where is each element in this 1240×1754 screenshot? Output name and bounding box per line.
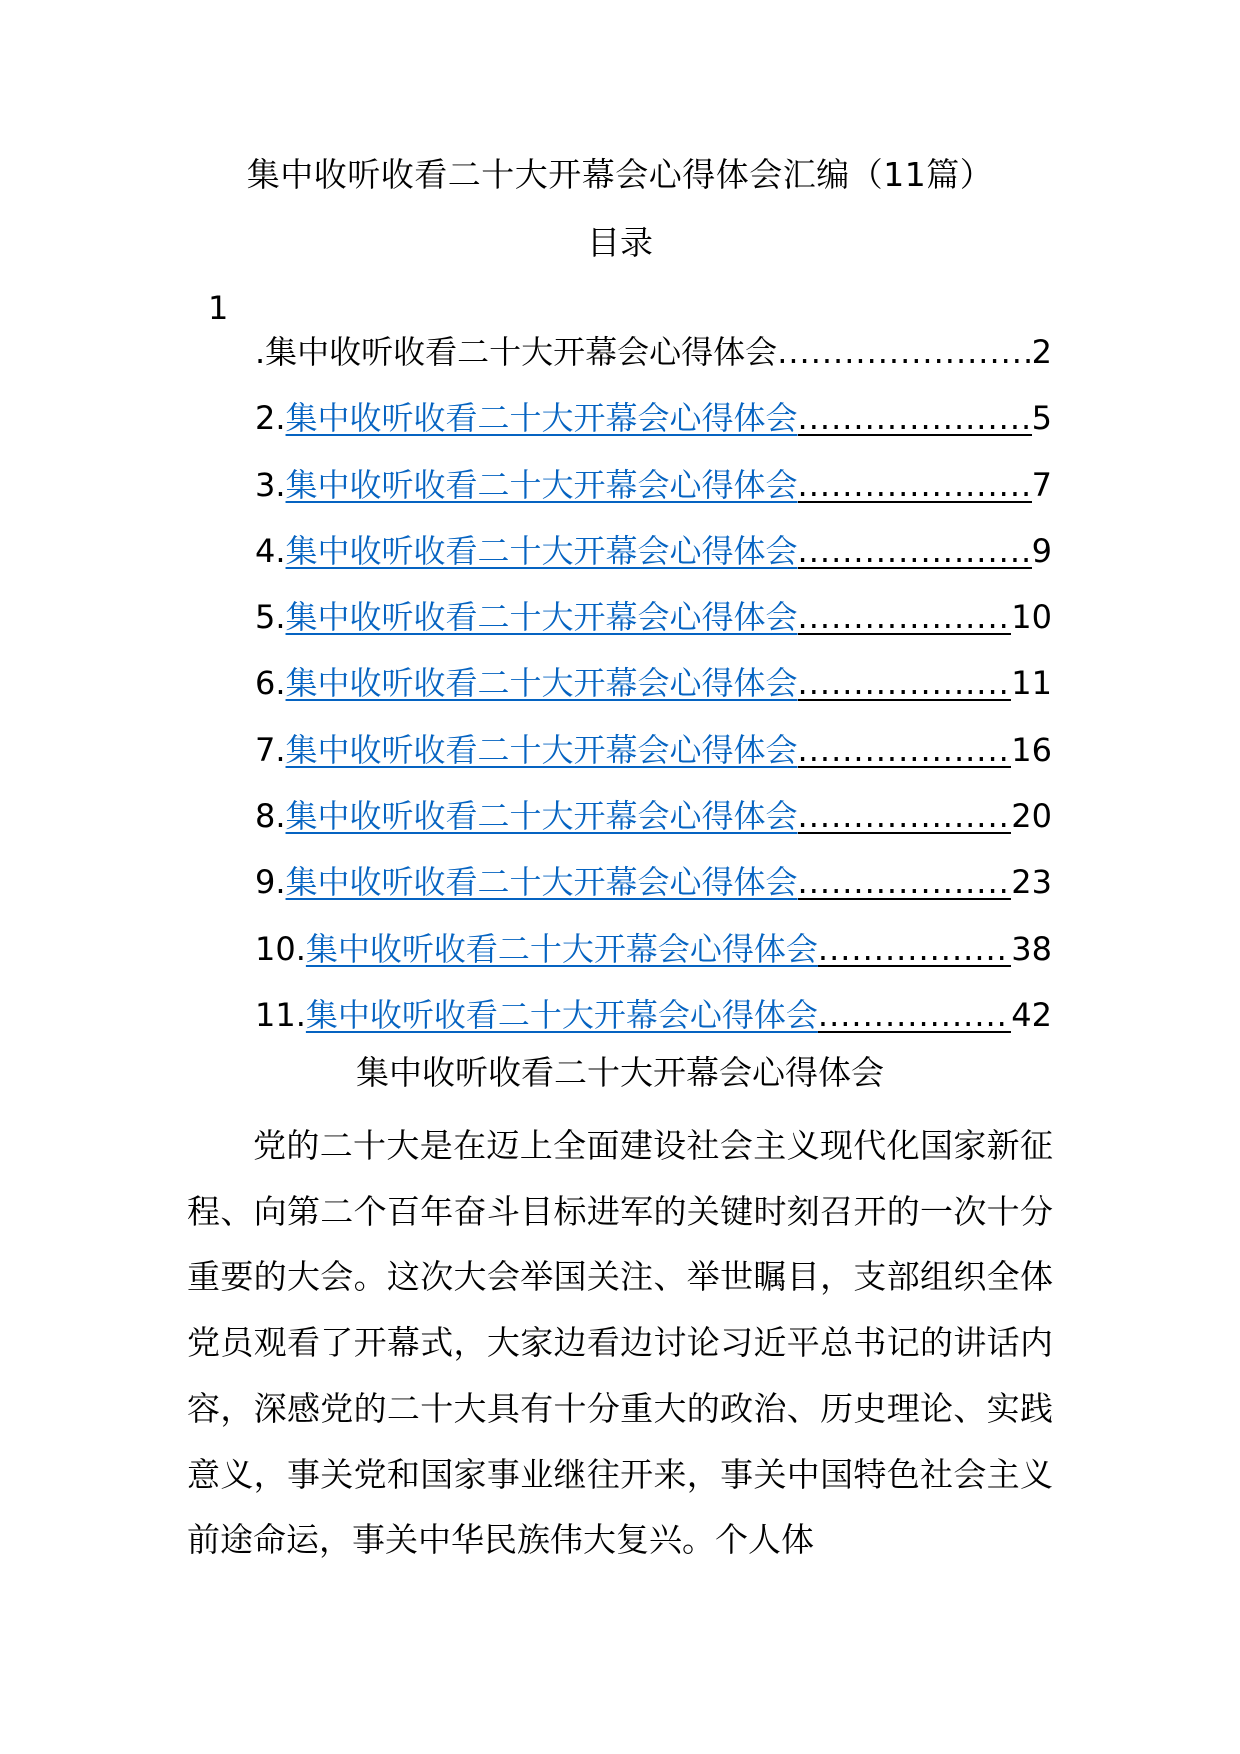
toc-entry-number: 9. (255, 863, 286, 902)
toc-entry-page: 9 (1031, 531, 1052, 570)
toc-entry-page: 7 (1031, 465, 1052, 504)
toc-dot-leader (798, 535, 1032, 569)
toc-entry-link[interactable]: 集中收听收看二十大开幕会心得体会 (305, 929, 818, 968)
toc-entry[interactable] (255, 794, 1052, 860)
body-paragraph: 党的二十大是在迈上全面建设社会主义现代化国家新征程、向第二个百年奋斗目标进军的关键时刻召开的一次十分重要的大会。这次大会举国关注、举世瞩目，支部组织全体党员观看了开幕式，大家边看边讨论习近平总书记的讲话内容，深感党的二十大具有十分重大的政治、历史理论、实践意义，事关党和国家事业继往开来，事关中国特色社会主义前途命运，事关中华民族伟大复兴。个人体 (187, 1126, 1053, 1560)
toc-entry[interactable] (255, 661, 1052, 727)
toc-entry-number: 2. (255, 399, 286, 438)
toc-entry-page: 10 (1011, 598, 1052, 637)
toc-dot-leader (777, 336, 1031, 368)
toc-entry[interactable] (255, 927, 1052, 993)
toc-entry-page: 23 (1011, 863, 1052, 902)
toc-entry-page: 11 (1011, 664, 1052, 703)
toc-entry-page: 2 (1031, 333, 1052, 371)
section-title: 集中收听收看二十大开幕会心得体会 (356, 1053, 884, 1092)
toc-entry[interactable] (255, 728, 1052, 794)
toc-entry-number: 6. (255, 664, 286, 703)
toc-entry-link[interactable]: 集中收听收看二十大开幕会心得体会 (285, 730, 798, 769)
toc-entry-number: 8. (255, 797, 286, 836)
toc-entry[interactable] (255, 529, 1052, 595)
toc-entry-page: 38 (1011, 929, 1052, 968)
toc-dot-leader (798, 800, 1012, 834)
toc-entry-number: 10. (255, 929, 306, 968)
toc-entry-number: 3. (255, 465, 286, 504)
toc-entry-link[interactable]: 集中收听收看二十大开幕会心得体会 (285, 664, 798, 703)
toc-entry-link[interactable]: 集中收听收看二十大开幕会心得体会 (285, 399, 798, 438)
toc-entry-page: 42 (1011, 995, 1052, 1034)
toc-dot-leader (798, 667, 1012, 701)
toc-entry (255, 330, 1052, 396)
toc-heading: 目录 (587, 223, 653, 262)
toc-entry-number: 4. (255, 531, 286, 570)
toc-entry-number: 5. (255, 598, 286, 637)
toc-dot-leader (798, 402, 1032, 436)
toc-entry[interactable] (255, 595, 1052, 661)
toc-entry-link[interactable]: 集中收听收看二十大开幕会心得体会 (285, 531, 798, 570)
toc-entry-link[interactable]: 集中收听收看二十大开幕会心得体会 (305, 995, 818, 1034)
toc-entry-link[interactable]: 集中收听收看二十大开幕会心得体会 (285, 598, 798, 637)
toc-entry[interactable] (255, 396, 1052, 462)
table-of-contents (255, 330, 1052, 1059)
toc-entry-page: 5 (1031, 399, 1052, 438)
toc-dot-leader (798, 734, 1012, 768)
toc-entry-number: 11. (255, 995, 306, 1034)
document-title: 集中收听收看二十大开幕会心得体会汇编（11篇） (246, 155, 994, 194)
toc-dot-leader (798, 601, 1012, 635)
toc-entry-link[interactable]: 集中收听收看二十大开幕会心得体会 (285, 465, 798, 504)
toc-entry-page: 16 (1011, 730, 1052, 769)
toc-dot-leader (818, 999, 1011, 1033)
toc-entry-page: 20 (1011, 797, 1052, 836)
toc-entry-link: .集中收听收看二十大开幕会心得体会 (255, 333, 778, 371)
toc-dot-leader (798, 469, 1032, 503)
toc-entry[interactable] (255, 463, 1052, 529)
stray-number: 1 (208, 289, 229, 327)
toc-entry-link[interactable]: 集中收听收看二十大开幕会心得体会 (285, 797, 798, 836)
toc-dot-leader (818, 933, 1011, 967)
toc-dot-leader (798, 866, 1012, 900)
toc-entry-link[interactable]: 集中收听收看二十大开幕会心得体会 (285, 863, 798, 902)
toc-entry[interactable] (255, 860, 1052, 926)
toc-entry-number: 7. (255, 730, 286, 769)
